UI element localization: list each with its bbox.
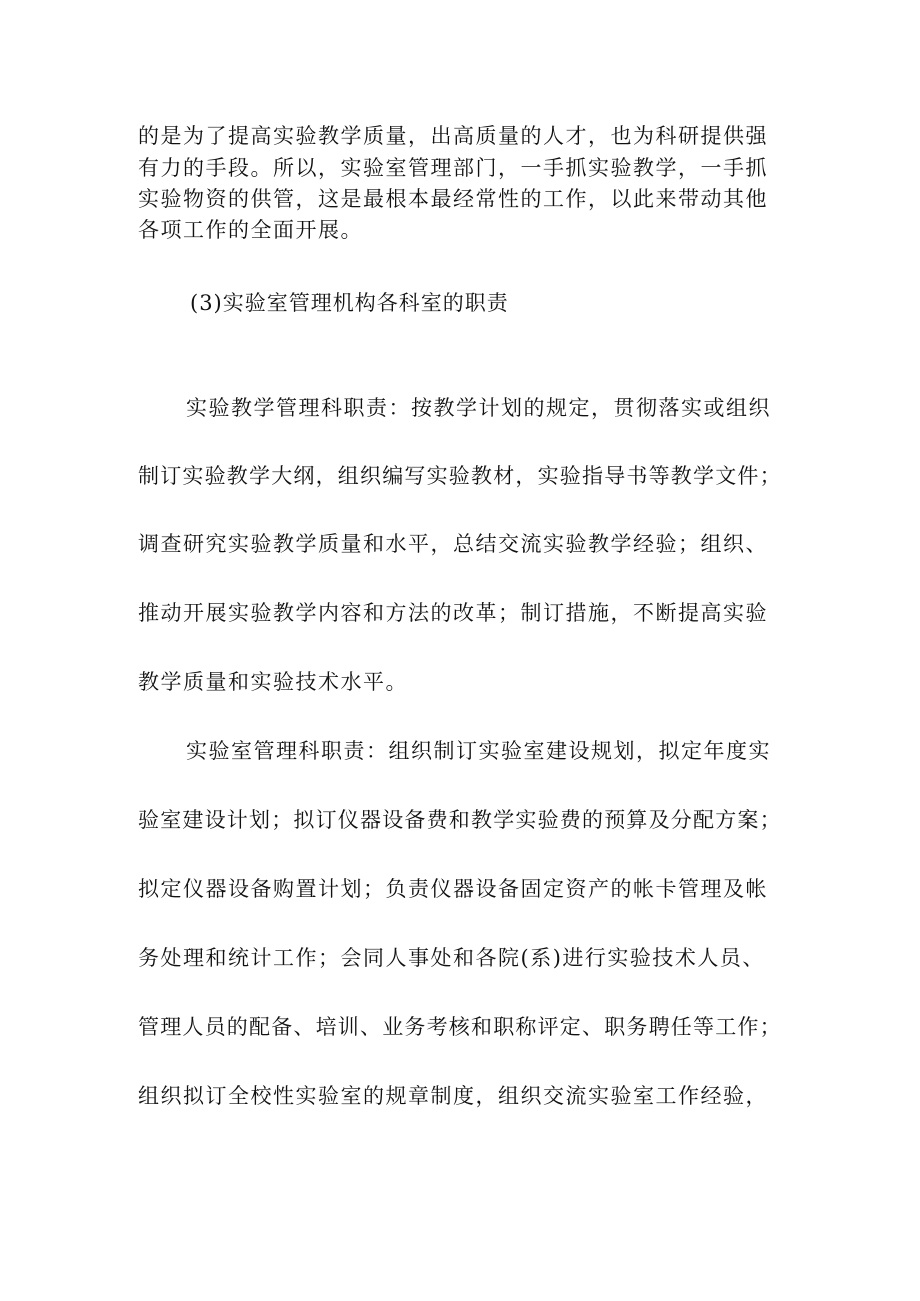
lab-duty-line-2: 验室建设计划；拟订仪器设备费和教学实验费的预算及分配方案； [138, 808, 782, 832]
lab-duty-line-4: 务处理和统计工作；会同人事处和各院(系)进行实验技术人员、 [138, 946, 765, 970]
teaching-duty-line-2: 制订实验教学大纲，组织编写实验教材，实验指导书等教学文件； [138, 464, 782, 488]
intro-line-1: 的是为了提高实验教学质量，出高质量的人才，也为科研提供强 [138, 124, 768, 148]
teaching-duty-line-1: 实验教学管理科职责：按教学计划的规定，贯彻落实或组织 [186, 396, 771, 420]
lab-duty-line-3: 拟定仪器设备购置计划；负责仪器设备固定资产的帐卡管理及帐 [138, 877, 768, 901]
teaching-duty-line-5: 教学质量和实验技术水平。 [138, 670, 408, 694]
intro-line-2: 有力的手段。所以，实验室管理部门，一手抓实验教学，一手抓 [138, 156, 768, 180]
lab-duty-line-5: 管理人员的配备、培训、业务考核和职称评定、职务聘任等工作； [138, 1015, 782, 1039]
intro-line-3: 实验物资的供管，这是最根本最经常性的工作，以此来带动其他 [138, 187, 768, 211]
section-heading: (3)实验室管理机构各科室的职责 [190, 291, 509, 315]
teaching-duty-line-3: 调查研究实验教学质量和水平，总结交流实验教学经验；组织、 [138, 532, 768, 556]
teaching-duty-line-4: 推动开展实验教学内容和方法的改革；制订措施，不断提高实验 [138, 601, 768, 625]
intro-line-4: 各项工作的全面开展。 [138, 218, 363, 242]
lab-duty-line-6: 组织拟订全校性实验室的规章制度，组织交流实验室工作经验， [138, 1084, 768, 1108]
lab-duty-line-1: 实验室管理科职责：组织制订实验室建设规划，拟定年度实 [186, 739, 771, 763]
